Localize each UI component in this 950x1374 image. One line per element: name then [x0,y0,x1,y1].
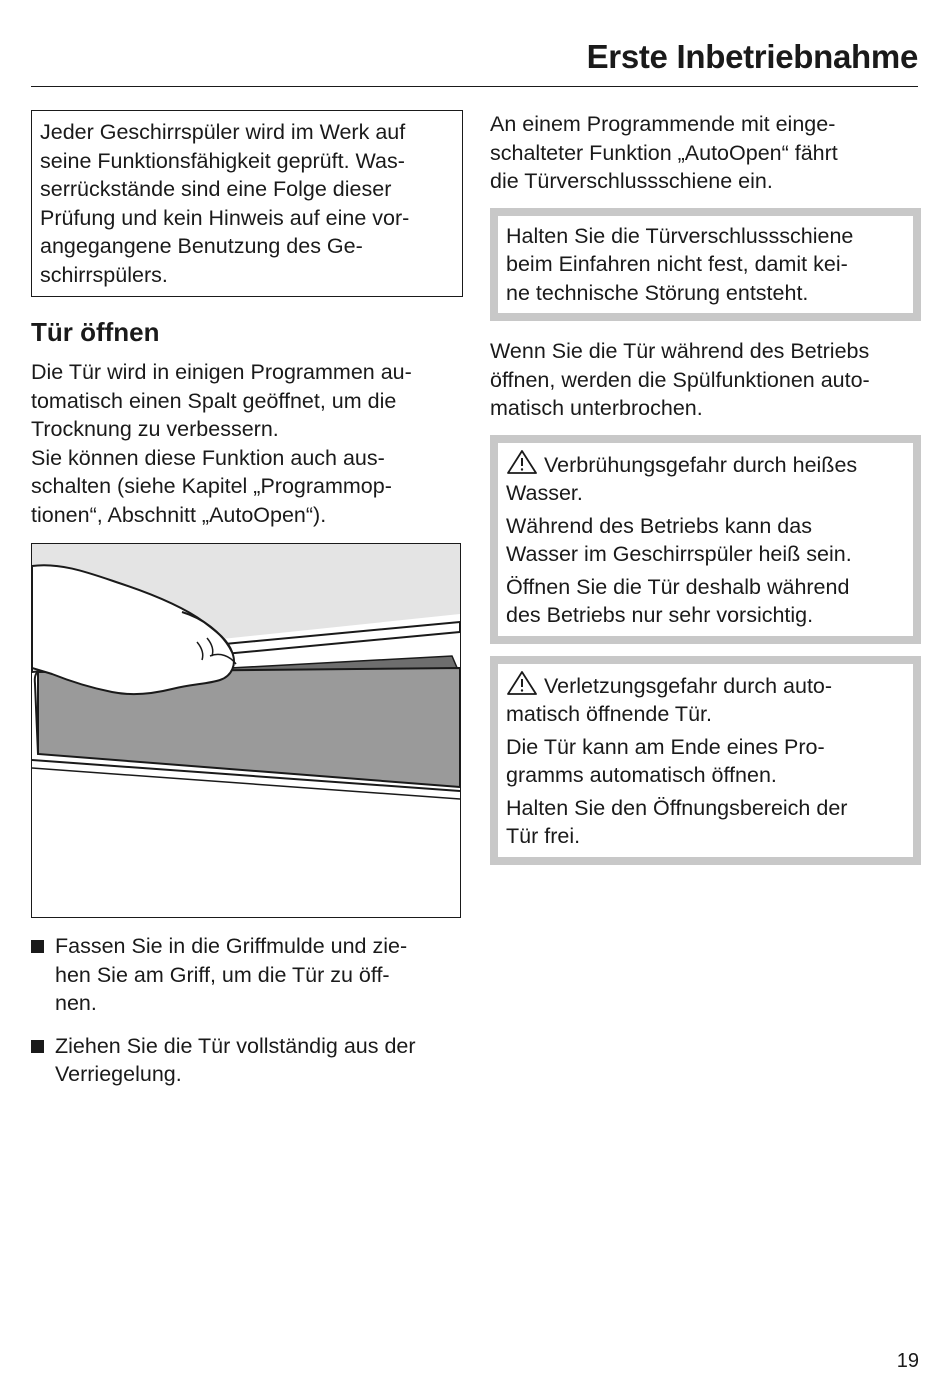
door-steps-list [31,932,463,1089]
intro-line: schalten (siehe Kapitel „Programmop- [31,474,392,498]
hand-on-door-handle-drawing [32,544,460,917]
bullet-square-icon [31,940,44,953]
intro-line: die Türverschlussschiene ein. [490,169,773,193]
intro-line: Trocknung zu verbessern. [31,417,279,441]
warning-line: Wasser im Geschirrspüler heiß sein. [506,542,852,566]
page-number: 19 [896,1350,919,1372]
warning-title-text: Verletzungsgefahr durch auto- [544,673,833,698]
door-opening-illustration [31,543,461,918]
warning-line: Tür frei. [506,824,581,848]
warning-line: Halten Sie den Öffnungsbereich der [506,795,848,820]
info-line: Wenn Sie die Tür während des Betriebs [490,339,870,363]
intro-line: tionen“, Abschnitt „AutoOpen“). [31,502,327,527]
door-lock-notice [490,208,921,322]
list-item [31,1032,463,1089]
intro-line: tomatisch einen Spalt geöffnet, um die [31,388,397,413]
note-line: angegangene Benutzung des Ge- [40,234,363,258]
warning-line: des Betriebs nur sehr vorsichtig. [506,603,814,627]
autoopen-intro-text [490,110,921,196]
warning-line: gramms automatisch öffnen. [506,763,777,787]
section-title: Tür öffnen [31,317,160,347]
warning-title-line: Wasser. [506,481,583,505]
interruption-info-text [490,337,921,423]
warning-paragraph [506,573,903,630]
warning-line: Die Tür kann am Ende eines Pro- [506,734,825,759]
warning-paragraph [506,794,903,851]
warning-line: Während des Betriebs kann das [506,513,812,538]
note-line: schirrspülers. [40,262,168,287]
page-header [31,36,918,87]
bullet-line: Ziehen Sie die Tür vollständig aus der [55,1033,416,1058]
bullet-line: nen. [55,991,97,1015]
list-item [31,932,463,1018]
note-line: serrückstände sind eine Folge dieser [40,177,392,201]
intro-line: Die Tür wird in einigen Programmen au- [31,360,412,384]
injury-warning-box [490,656,921,865]
note-line: seine Funktionsfähigkeit geprüft. Was- [40,148,405,173]
right-column [490,110,921,865]
bullet-line: Verriegelung. [55,1062,182,1086]
notice-line: Halten Sie die Türverschlussschiene [506,223,854,248]
warning-triangle-icon [506,449,538,475]
warning-triangle-icon [506,670,538,696]
info-line: öffnen, werden die Spülfunktionen auto- [490,367,870,392]
intro-line: An einem Programmende mit einge- [490,112,836,136]
warning-title-line: matisch öffnende Tür. [506,702,712,726]
note-line: Prüfung und kein Hinweis auf eine vor- [40,205,410,230]
warning-paragraph [506,512,903,569]
warning-paragraph [506,733,903,790]
intro-line: Sie können diese Funktion auch aus- [31,445,385,470]
warning-title-line [506,670,903,701]
warning-title-line [506,449,903,480]
scald-warning-box [490,435,921,644]
factory-test-note [31,110,463,297]
warning-title-text: Verbrühungsgefahr durch heißes [544,452,858,477]
note-line: Jeder Geschirrspüler wird im Werk auf [40,120,406,144]
bullet-line: Fassen Sie in die Griffmulde und zie- [55,934,408,958]
page-title: Erste Inbetriebnahme [586,38,918,75]
left-column [31,110,463,1103]
bullet-line: hen Sie am Griff, um die Tür zu öff- [55,962,390,987]
door-intro-text [31,358,463,529]
bullet-square-icon [31,1040,44,1053]
info-line: matisch unterbrochen. [490,396,703,420]
warning-line: Öffnen Sie die Tür deshalb während [506,574,850,599]
notice-line: ne technische Störung entsteht. [506,280,809,305]
intro-line: schalteter Funktion „AutoOpen“ fährt [490,140,838,165]
notice-line: beim Einfahren nicht fest, damit kei- [506,252,848,276]
